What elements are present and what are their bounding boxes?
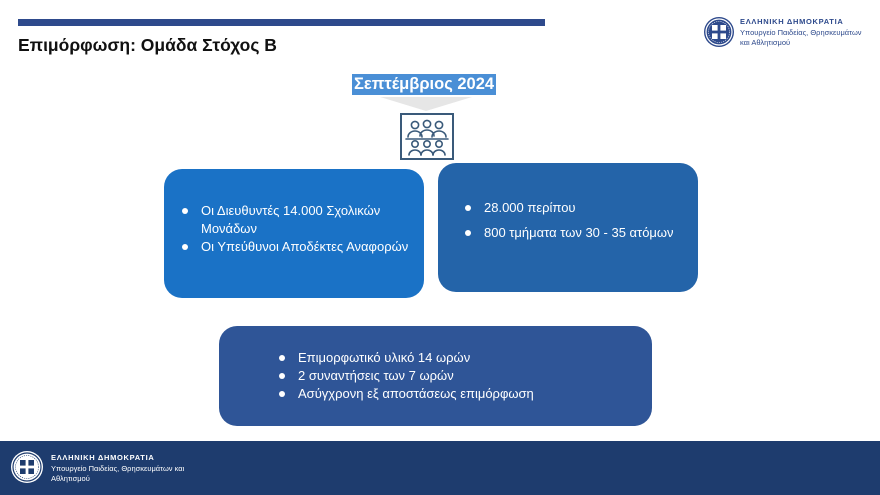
title-accent-bar: [18, 19, 545, 26]
greek-emblem-icon: [704, 17, 734, 47]
chevron-down-arrow: [380, 97, 472, 111]
ministry-name: Υπουργείο Παιδείας, Θρησκευμάτων και Αθλητισμού: [740, 28, 862, 47]
slide-title: Επιμόρφωση: Ομάδα Στόχος Β: [18, 35, 277, 55]
list-item: Οι Υπεύθυνοι Αποδέκτες Αναφορών: [179, 238, 418, 256]
audience-people-icon: [400, 113, 454, 160]
header-logo: [704, 16, 872, 50]
list-item: Επιμορφωτικό υλικό 14 ωρών: [276, 349, 642, 367]
target-groups-card: [164, 169, 424, 298]
org-name: ΕΛΛΗΝΙΚΗ ΔΗΜΟΚΡΑΤΙΑ: [51, 453, 155, 462]
list-item: Ασύγχρονη εξ αποστάσεως επιμόρφωση: [276, 385, 642, 403]
footer-bar: [0, 441, 880, 495]
org-name: ΕΛΛΗΝΙΚΗ ΔΗΜΟΚΡΑΤΙΑ: [740, 17, 844, 26]
greek-emblem-icon: [11, 451, 43, 483]
training-details-card: [219, 326, 652, 426]
list-item: 2 συναντήσεις των 7 ωρών: [276, 367, 642, 385]
date-badge: Σεπτέμβριος 2024: [354, 75, 495, 93]
list-item: 800 τμήματα των 30 - 35 ατόμων: [462, 224, 688, 242]
ministry-name: Υπουργείο Παιδείας, Θρησκευμάτων και Αθλητισμού: [51, 464, 185, 483]
participants-card: [438, 163, 698, 292]
list-item: 28.000 περίπου: [462, 199, 688, 217]
list-item: Οι Διευθυντές 14.000 Σχολικών Μονάδων: [179, 202, 418, 238]
